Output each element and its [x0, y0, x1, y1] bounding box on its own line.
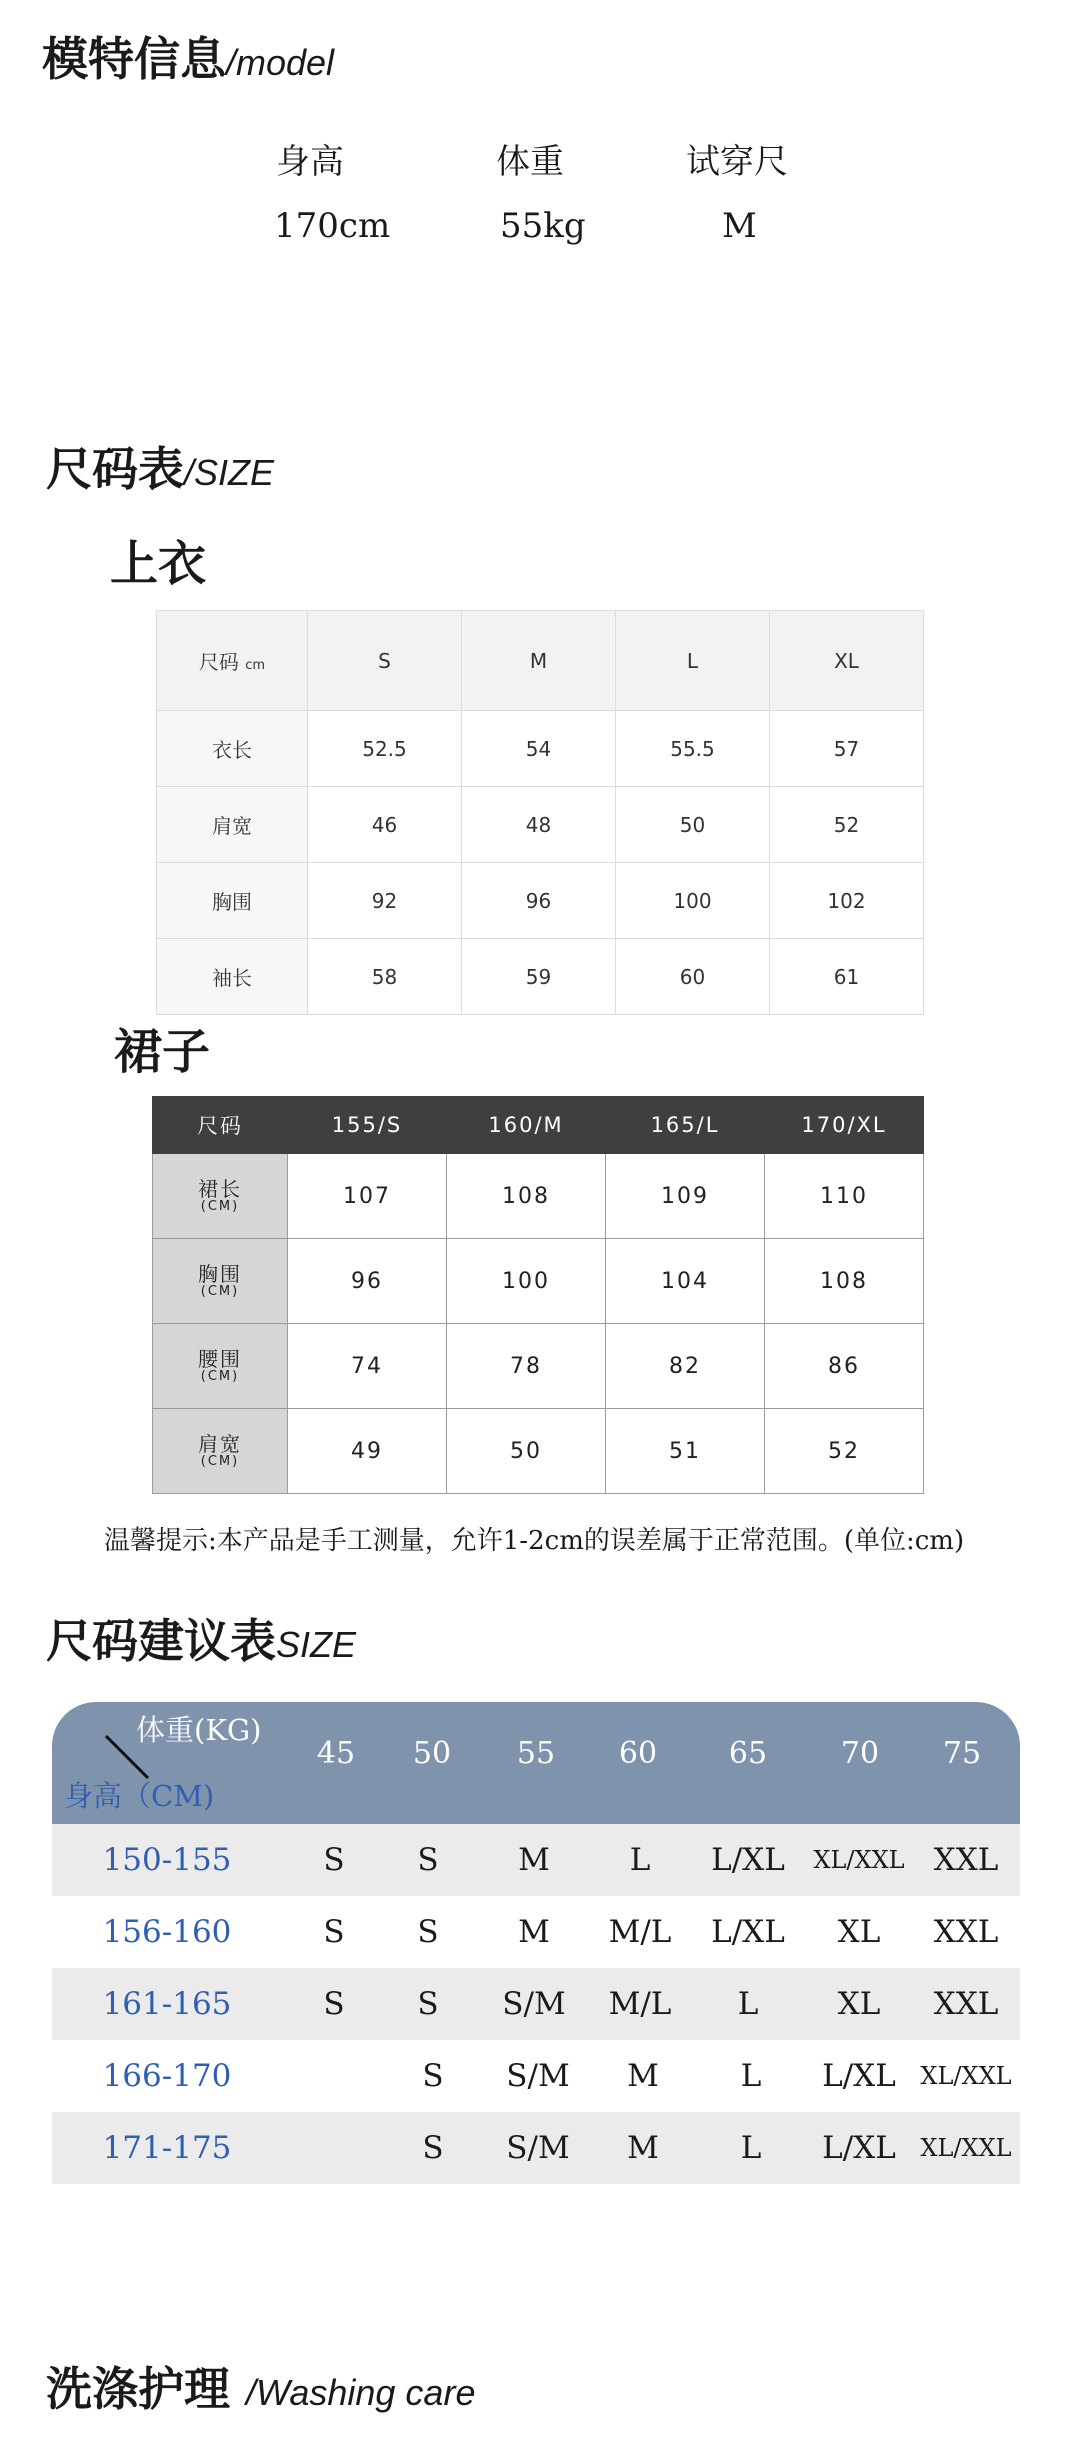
table-cell: 96	[288, 1239, 447, 1324]
size-title-en: /SIZE	[184, 452, 275, 493]
table-row	[157, 787, 924, 863]
recommend-title-cn: 尺码建议表	[46, 1614, 276, 1668]
height-range: 150-155	[102, 1842, 232, 1878]
size-cell: L/XL	[711, 1914, 785, 1950]
size-cell: M	[627, 2058, 659, 2094]
table-row	[157, 939, 924, 1015]
row-label-text: 胸围	[198, 1261, 242, 1286]
weight-header: 75	[942, 1736, 982, 1771]
skirt-table-header-row	[153, 1097, 924, 1154]
table-cell: 110	[765, 1154, 924, 1239]
height-range: 171-175	[102, 2130, 232, 2166]
table-cell: 51	[606, 1409, 765, 1494]
size-title-cn: 尺码表	[46, 442, 184, 496]
table-cell: 108	[447, 1154, 606, 1239]
skirt-size-header: 155/S	[288, 1097, 447, 1154]
top-size-table	[156, 610, 924, 1015]
size-cell: S	[417, 1842, 439, 1878]
table-cell: 100	[447, 1239, 606, 1324]
row-label: 肩宽	[157, 787, 308, 863]
size-cell: S	[323, 1914, 345, 1950]
table-row	[52, 1968, 1020, 2040]
table-cell: 104	[606, 1239, 765, 1324]
weight-header: 65	[728, 1736, 768, 1771]
table-cell: 100	[616, 863, 770, 939]
size-cell: S	[422, 2130, 444, 2166]
table-cell: 55.5	[616, 711, 770, 787]
table-cell: 46	[308, 787, 462, 863]
model-title-en: /model	[226, 42, 335, 83]
row-label: 胸围	[157, 863, 308, 939]
table-cell: 59	[462, 939, 616, 1015]
table-row	[52, 1824, 1020, 1896]
size-cell: XXL	[933, 1914, 999, 1950]
table-cell: 61	[770, 939, 924, 1015]
row-label-text: 裙长	[198, 1176, 242, 1201]
table-cell: 52	[765, 1409, 924, 1494]
weight-header: 70	[840, 1736, 880, 1771]
size-section-title	[46, 442, 275, 496]
size-cell: S	[422, 2058, 444, 2094]
size-cell: M	[627, 2130, 659, 2166]
wash-section-title	[46, 2362, 476, 2416]
row-label	[153, 1239, 288, 1324]
table-cell: 102	[770, 863, 924, 939]
wash-title-en: /Washing care	[246, 2372, 476, 2413]
size-cell: S	[417, 1986, 439, 2022]
model-header-height: 身高	[276, 142, 344, 182]
table-cell: 107	[288, 1154, 447, 1239]
size-cell: XXL	[933, 1842, 999, 1878]
top-corner-unit: cm	[245, 658, 266, 673]
skirt-size-header: 160/M	[447, 1097, 606, 1154]
size-cell: S	[323, 1986, 345, 2022]
model-value-size: M	[722, 206, 757, 246]
wash-title-cn: 洗涤护理	[46, 2362, 230, 2416]
size-cell: S/M	[502, 1986, 566, 2022]
size-cell: M	[518, 1842, 550, 1878]
row-label: 袖长	[157, 939, 308, 1015]
weight-header: 55	[516, 1736, 556, 1771]
size-cell: XL	[837, 1986, 881, 2022]
top-table-title: 上衣	[110, 536, 207, 592]
table-cell: 109	[606, 1154, 765, 1239]
corner-weight-label: 体重(KG)	[136, 1713, 262, 1747]
top-size-header: L	[616, 611, 770, 711]
row-label-text: 肩宽	[198, 1431, 242, 1456]
table-cell: 48	[462, 787, 616, 863]
table-cell: 57	[770, 711, 924, 787]
top-size-header: M	[462, 611, 616, 711]
size-cell: XL	[837, 1914, 881, 1950]
top-size-header: XL	[770, 611, 924, 711]
size-cell: L	[629, 1842, 651, 1878]
row-label	[153, 1324, 288, 1409]
table-cell: 52.5	[308, 711, 462, 787]
size-cell: XL/XXL	[920, 2062, 1012, 2090]
size-cell: S/M	[506, 2058, 570, 2094]
size-cell: L/XL	[711, 1842, 785, 1878]
size-cell: L	[740, 2058, 762, 2094]
size-cell: XL/XXL	[813, 1846, 905, 1874]
size-cell: L/XL	[822, 2130, 896, 2166]
model-header-size: 试穿尺	[686, 142, 788, 182]
table-cell: 52	[770, 787, 924, 863]
table-row	[157, 711, 924, 787]
table-cell: 96	[462, 863, 616, 939]
table-row	[157, 863, 924, 939]
model-title-cn: 模特信息	[42, 32, 226, 86]
row-label-unit: (CM)	[200, 1368, 240, 1384]
corner-height-label: 身高（CM)	[64, 1779, 215, 1813]
table-cell: 58	[308, 939, 462, 1015]
row-label-text: 腰围	[198, 1346, 242, 1371]
row-label-unit: (CM)	[200, 1198, 240, 1214]
table-row	[52, 1896, 1020, 1968]
row-label-unit: (CM)	[200, 1283, 240, 1299]
size-cell: L	[740, 2130, 762, 2166]
table-row	[153, 1154, 924, 1239]
skirt-size-table	[152, 1096, 924, 1494]
size-cell: XXL	[933, 1986, 999, 2022]
skirt-table-corner: 尺码	[153, 1097, 288, 1154]
size-cell: S/M	[506, 2130, 570, 2166]
model-header-weight: 体重	[496, 142, 564, 182]
size-cell: XL/XXL	[920, 2134, 1012, 2162]
weight-header: 50	[412, 1736, 452, 1771]
size-cell: L/XL	[822, 2058, 896, 2094]
row-label: 衣长	[157, 711, 308, 787]
weight-header: 60	[618, 1736, 658, 1771]
table-row	[52, 2040, 1020, 2112]
weight-header: 45	[316, 1736, 356, 1771]
top-table-corner	[157, 611, 308, 711]
recommend-header-row	[52, 1702, 1020, 1824]
skirt-table-title: 裙子	[114, 1024, 211, 1080]
table-cell: 50	[616, 787, 770, 863]
table-cell: 50	[447, 1409, 606, 1494]
table-cell: 92	[308, 863, 462, 939]
row-label	[153, 1409, 288, 1494]
model-value-height: 170cm	[274, 206, 391, 246]
size-cell: S	[323, 1842, 345, 1878]
size-cell: M	[518, 1914, 550, 1950]
table-row	[153, 1239, 924, 1324]
table-cell: 82	[606, 1324, 765, 1409]
table-cell: 49	[288, 1409, 447, 1494]
table-cell: 108	[765, 1239, 924, 1324]
model-section-title	[42, 32, 335, 86]
measurement-tip: 温馨提示:本产品是手工测量，允许1-2cm的误差属于正常范围。(单位:cm)	[104, 1526, 965, 1556]
table-cell: 60	[616, 939, 770, 1015]
height-range: 166-170	[102, 2058, 232, 2094]
table-cell: 78	[447, 1324, 606, 1409]
row-label-unit: (CM)	[200, 1453, 240, 1469]
model-value-weight: 55kg	[500, 206, 586, 246]
table-cell: 74	[288, 1324, 447, 1409]
row-label	[153, 1154, 288, 1239]
top-size-header: S	[308, 611, 462, 711]
top-corner-label: 尺码	[198, 650, 239, 674]
recommend-section-title	[46, 1614, 357, 1668]
height-range: 161-165	[102, 1986, 232, 2022]
top-table-header-row	[157, 611, 924, 711]
table-row	[153, 1409, 924, 1494]
skirt-size-header: 165/L	[606, 1097, 765, 1154]
recommend-title-en: SIZE	[276, 1624, 357, 1665]
height-range: 156-160	[102, 1914, 232, 1950]
skirt-size-header: 170/XL	[765, 1097, 924, 1154]
table-row	[52, 2112, 1020, 2184]
size-cell: L	[737, 1986, 759, 2022]
table-cell: 86	[765, 1324, 924, 1409]
size-cell: M/L	[608, 1914, 672, 1950]
size-cell: M/L	[608, 1986, 672, 2022]
table-cell: 54	[462, 711, 616, 787]
size-cell: S	[417, 1914, 439, 1950]
table-row	[153, 1324, 924, 1409]
